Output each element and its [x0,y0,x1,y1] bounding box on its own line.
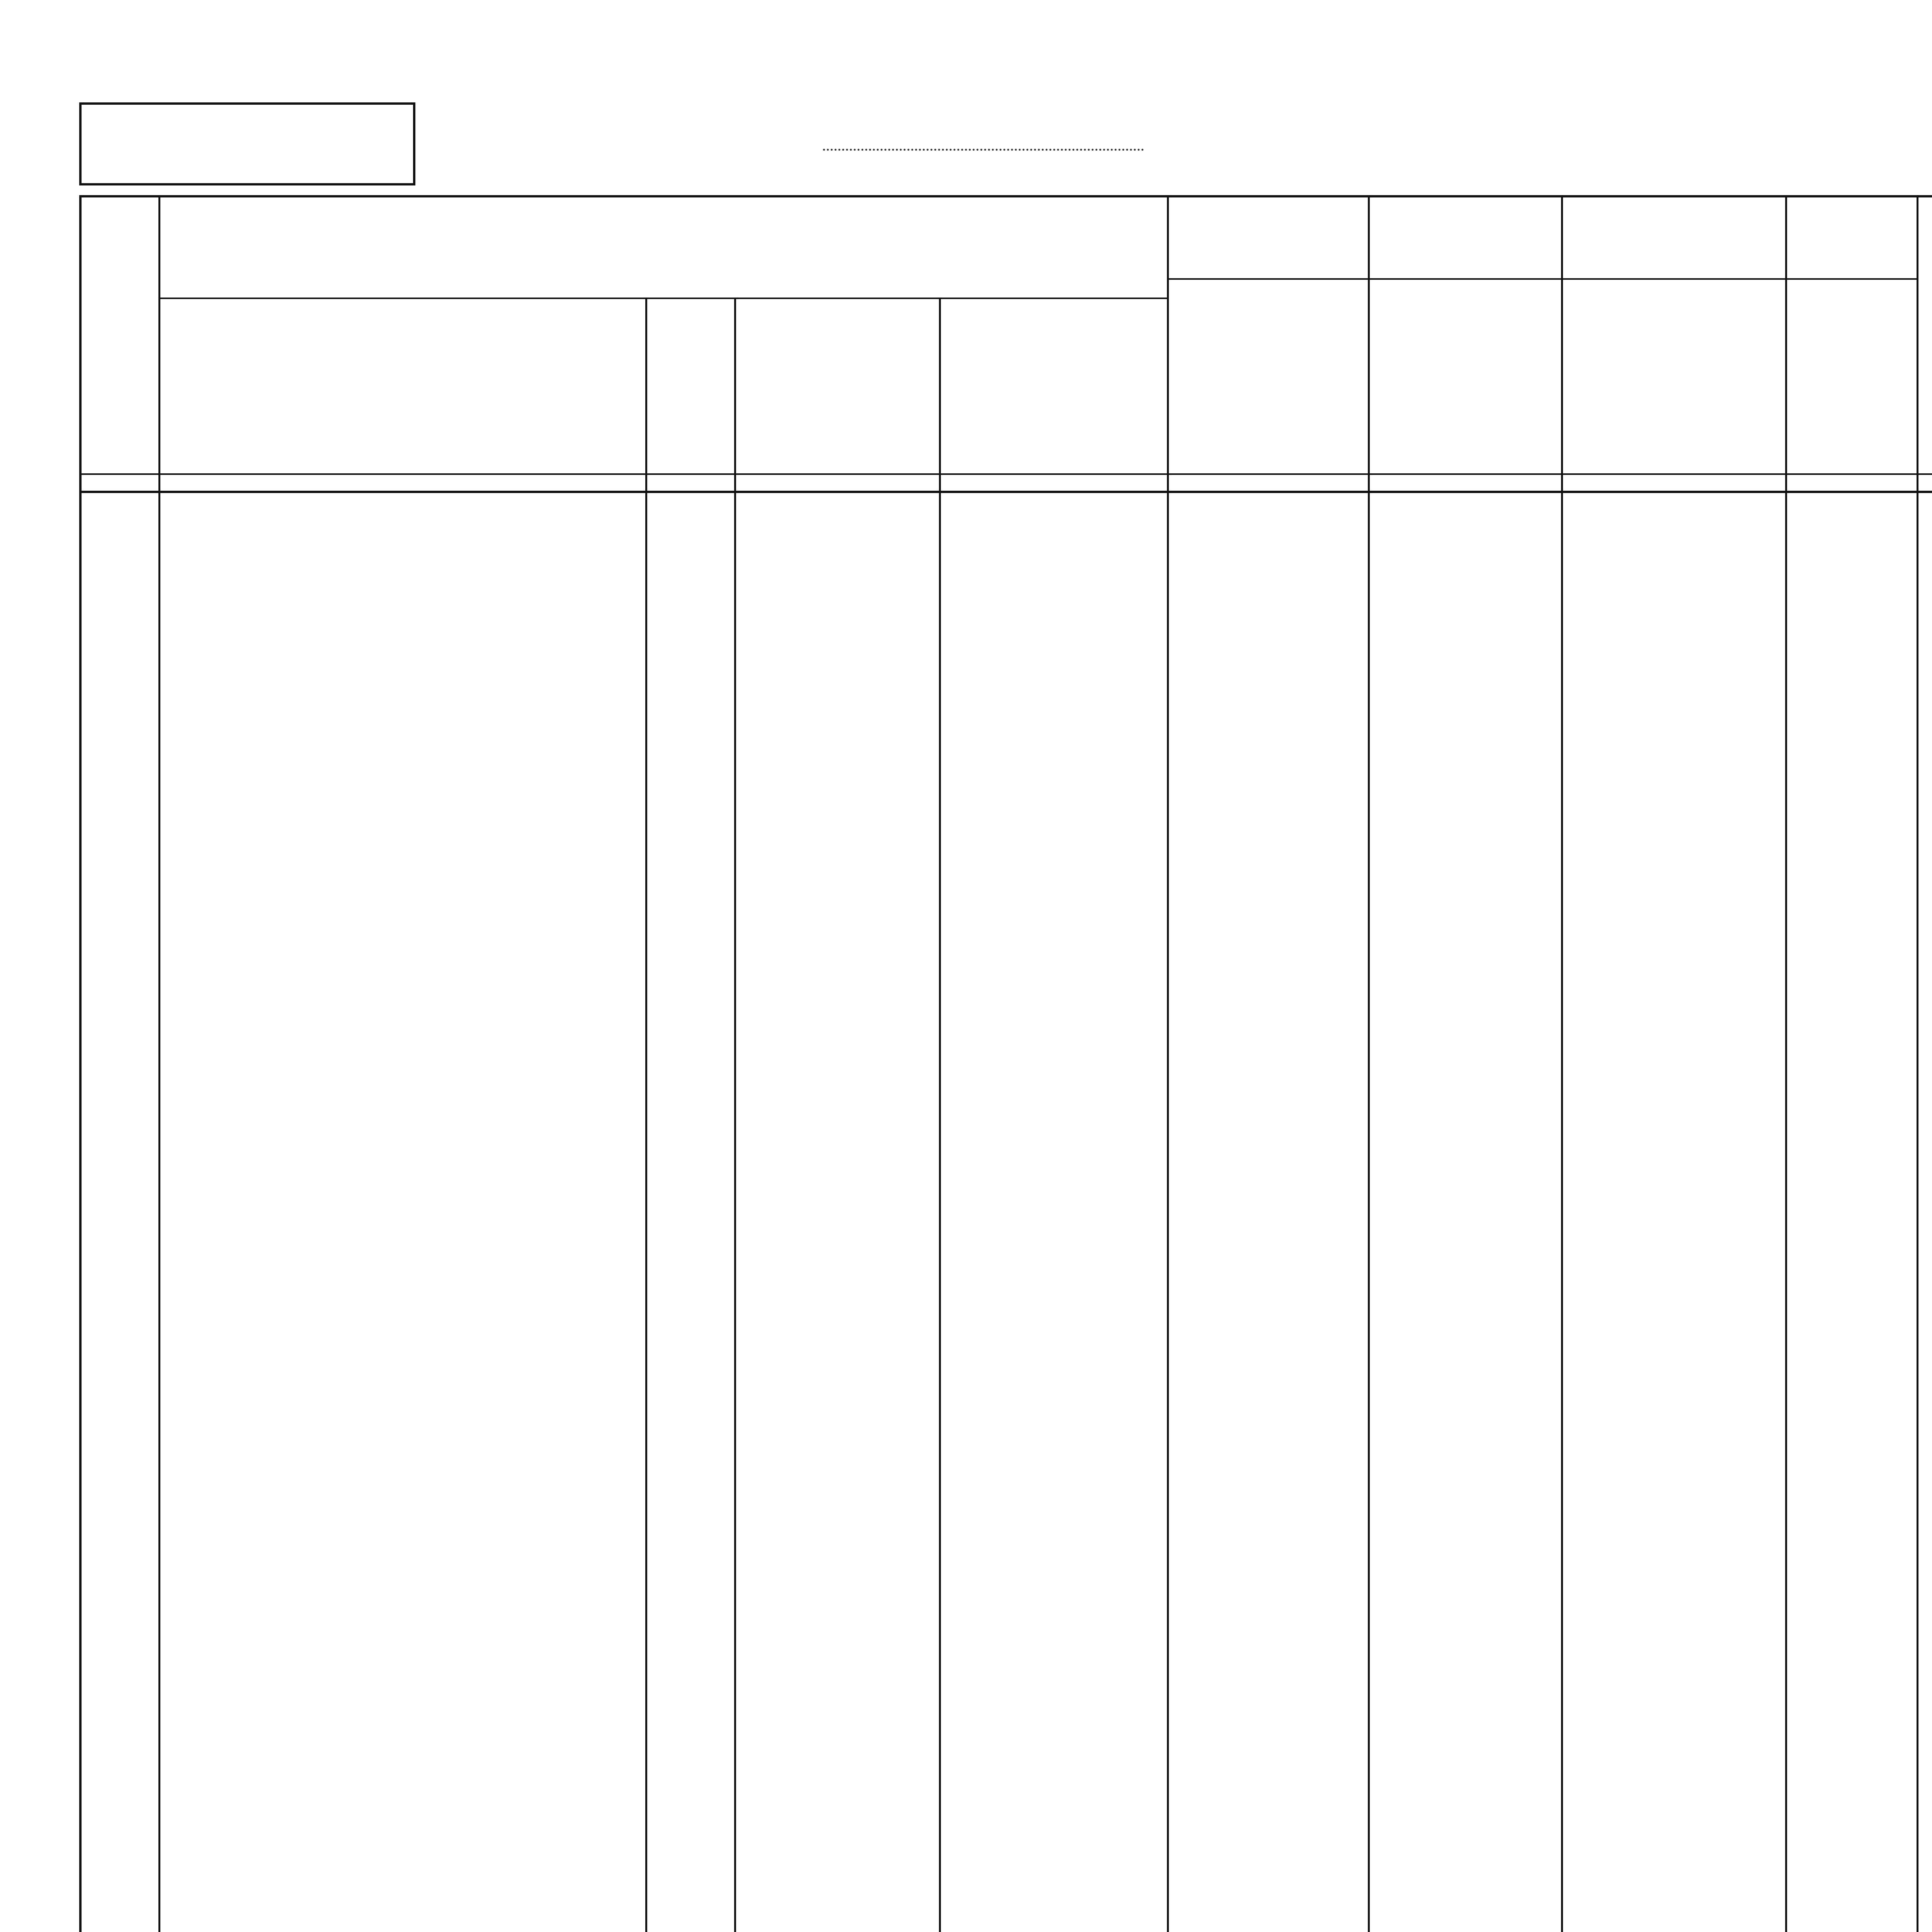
col-divider-6 [1368,195,1370,1932]
col-divider-5 [1167,195,1169,1932]
col-divider-9 [1917,195,1918,1932]
col-divider-3 [734,298,736,1932]
header-divider-section [158,298,1167,299]
afdeeling-dots [823,149,1144,151]
header-title-divider [1167,278,1917,280]
col2-header [170,309,638,313]
header-divider-numbers [79,473,1932,475]
col-divider-4 [939,298,941,1932]
col-divider-8 [1785,195,1787,1932]
col-divider-2 [645,298,647,1932]
col-divider-7 [1561,195,1563,1932]
col-divider-1 [158,195,160,1932]
header-bottom [79,491,1932,493]
prior-registration-box [79,102,415,185]
main-register-table [79,195,1932,1932]
